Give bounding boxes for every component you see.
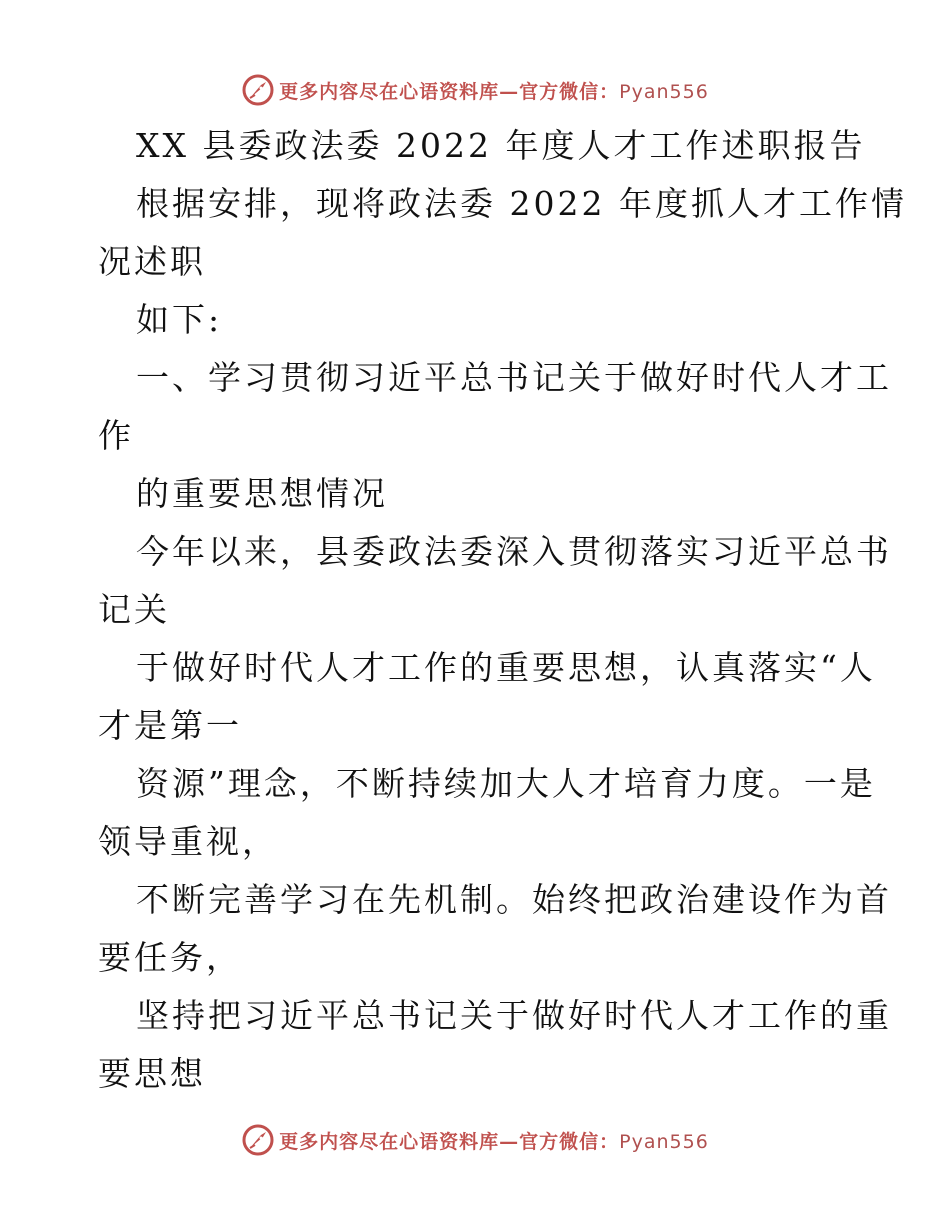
section-heading-line: 作 (98, 416, 134, 455)
document-title: XX 县委政法委 2022 年度人才工作述职报告 (136, 126, 866, 165)
banner-text (279, 1127, 709, 1154)
paragraph-line: 今年以来，县委政法委深入贯彻落实习近平总书 (136, 532, 892, 571)
section-heading-line: 一、学习贯彻习近平总书记关于做好时代人才工 (136, 358, 892, 397)
paragraph-line: 资源”理念，不断持续加大人才培育力度。一是 (136, 764, 876, 803)
paragraph-line: 不断完善学习在先机制。始终把政治建设作为首 (136, 880, 892, 919)
paragraph-line: 记关 (98, 590, 170, 629)
section-heading-line: 的重要思想情况 (136, 474, 388, 513)
paragraph-line: 况述职 (98, 242, 206, 281)
paragraph-line: 要思想 (98, 1054, 206, 1093)
banner-label: 更多内容尽在心语资料库—官方微信： (279, 80, 620, 103)
paragraph-line: 要任务， (98, 938, 242, 977)
paragraph-line: 如下: (136, 300, 223, 339)
paragraph-line: 根据安排，现将政法委 2022 年度抓人才工作情 (136, 184, 907, 223)
banner-label: 更多内容尽在心语资料库—官方微信： (279, 1130, 620, 1153)
pen-nib-logo-icon (241, 1123, 275, 1157)
banner-account: Pyan556 (619, 1130, 709, 1153)
paragraph-line: 才是第一 (98, 706, 242, 745)
footer-watermark-banner (0, 1120, 950, 1160)
header-watermark-banner (0, 70, 950, 110)
banner-account: Pyan556 (619, 80, 709, 103)
banner-text (279, 77, 709, 104)
pen-nib-logo-icon (241, 73, 275, 107)
paragraph-line: 领导重视， (98, 822, 278, 861)
paragraph-line: 坚持把习近平总书记关于做好时代人才工作的重 (136, 996, 892, 1035)
paragraph-line: 于做好时代人才工作的重要思想，认真落实“人 (136, 648, 876, 687)
